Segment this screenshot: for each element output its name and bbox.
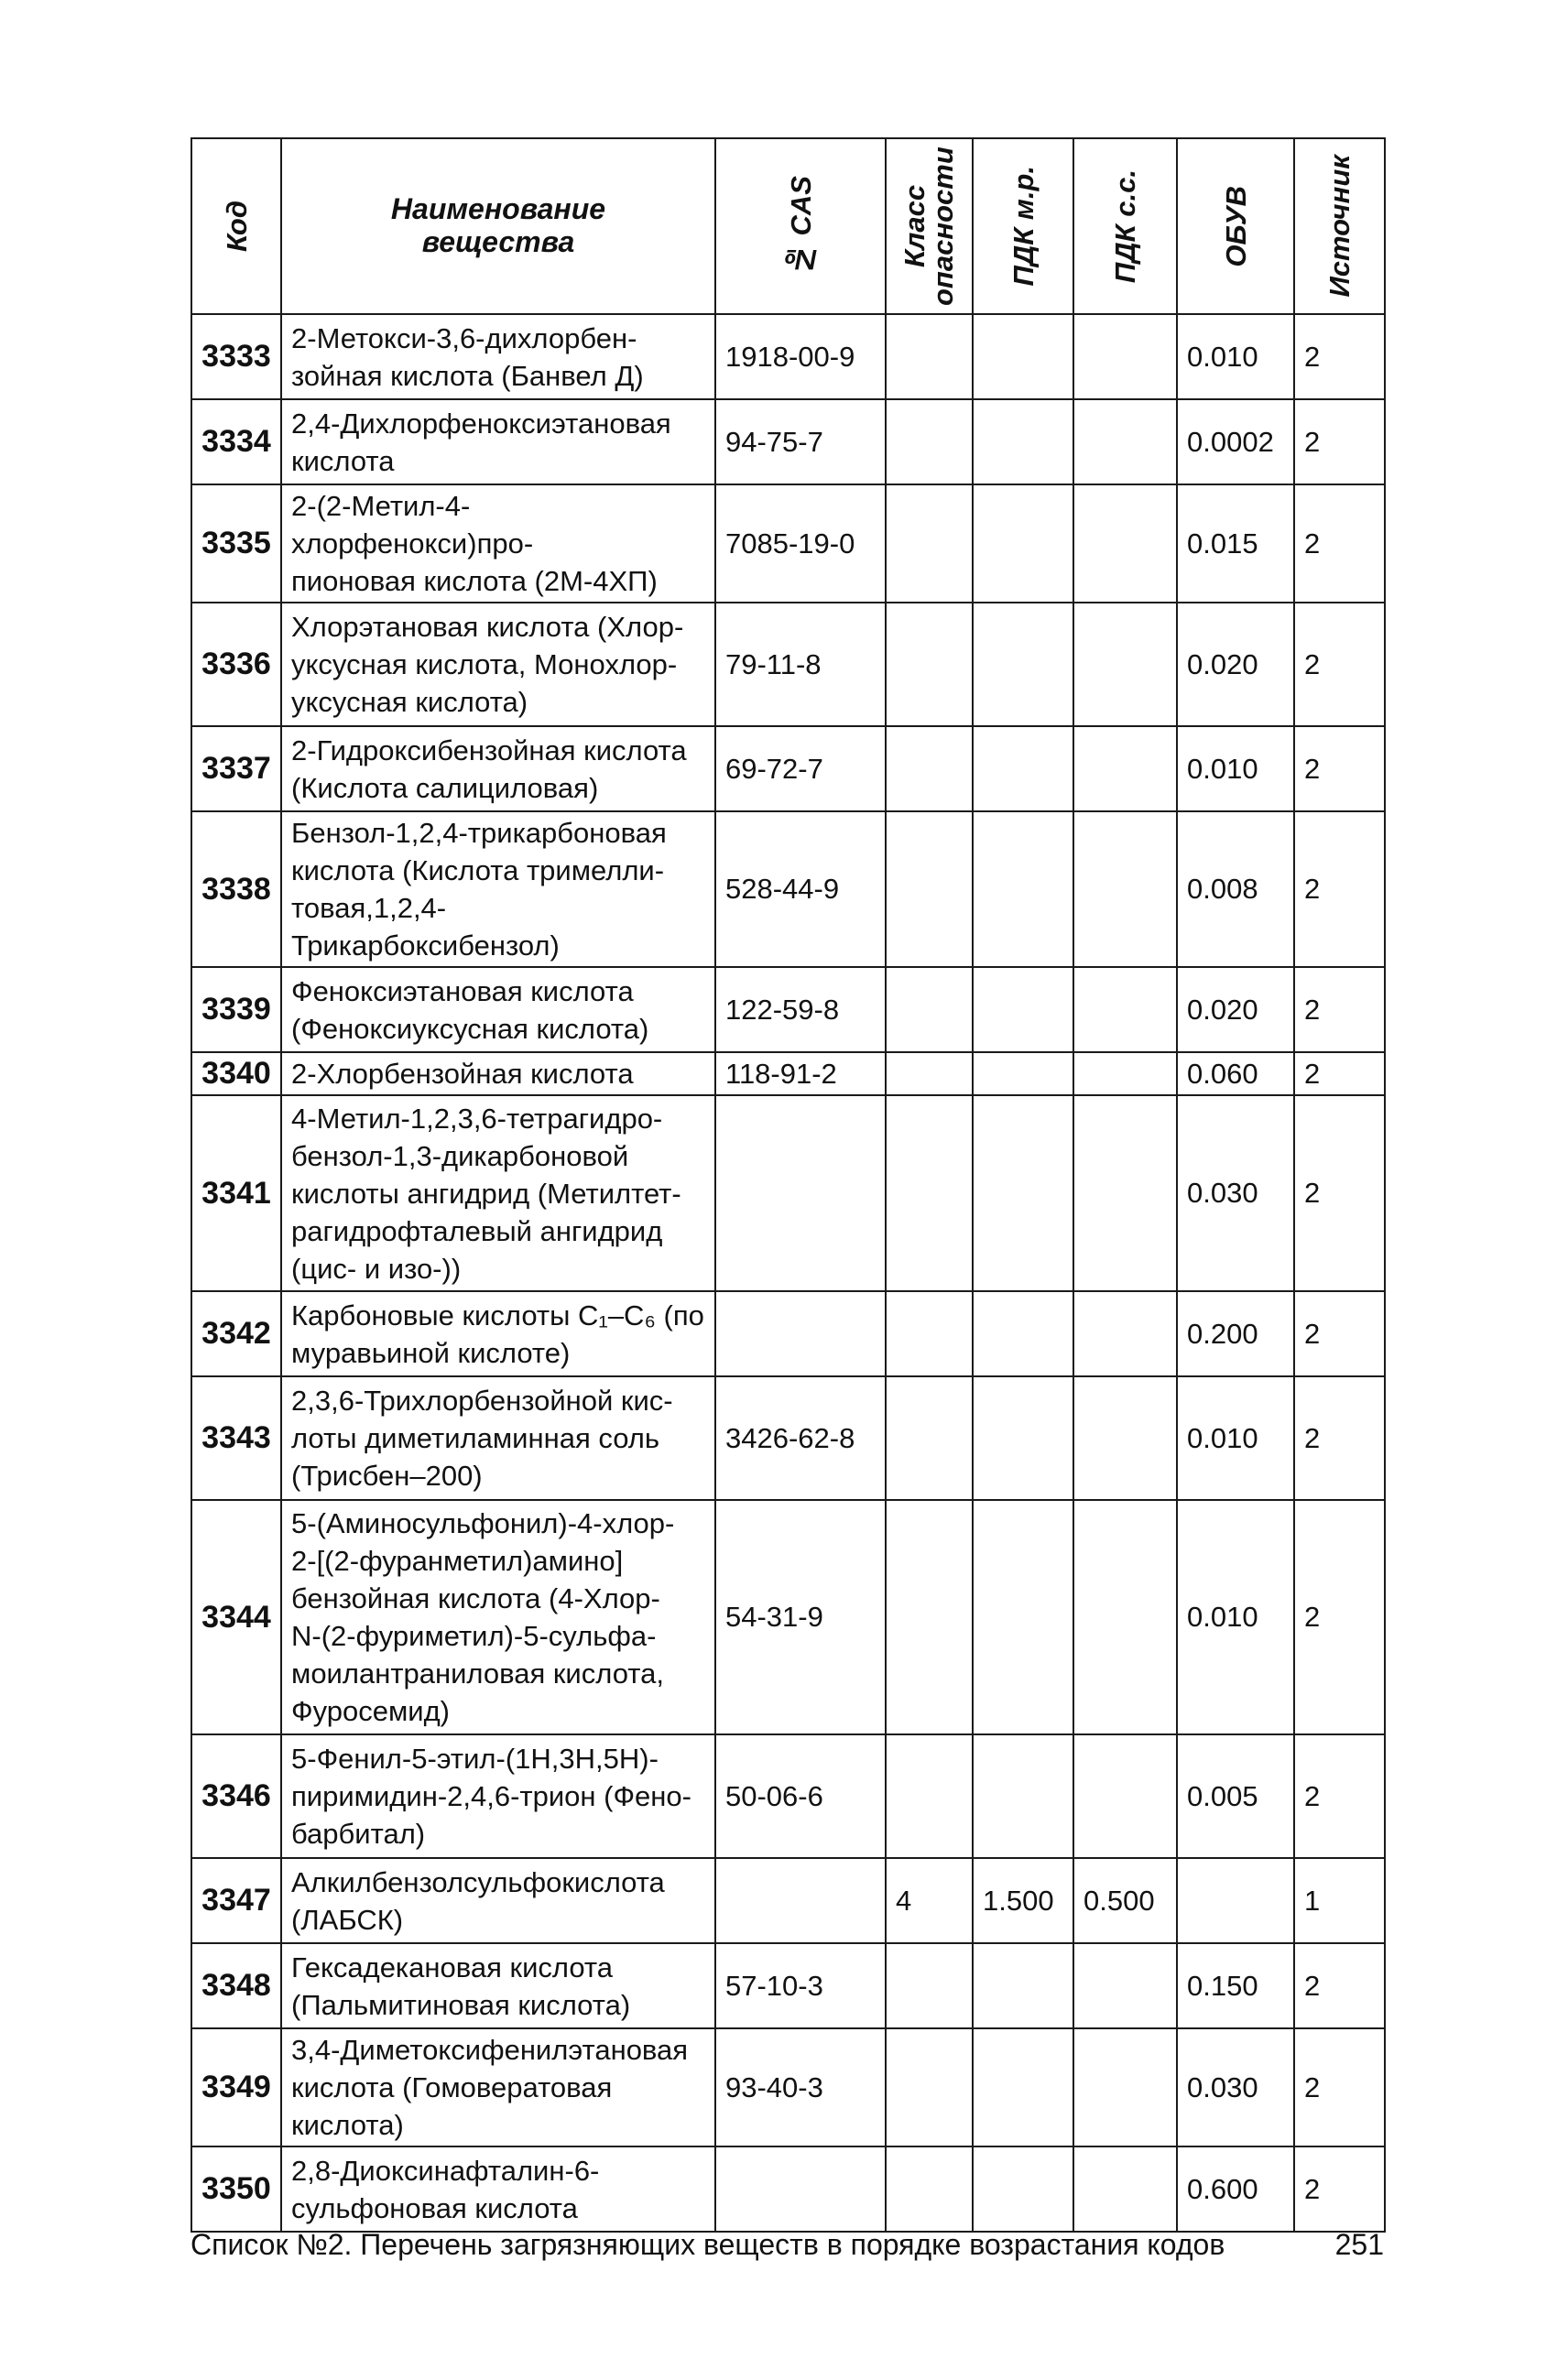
substance-name-line: (ЛАБСК) — [291, 1903, 404, 1936]
page-number: 251 — [1334, 2228, 1384, 2261]
substance-name — [281, 1052, 715, 1095]
source-value: 2 — [1294, 603, 1385, 726]
table-row — [191, 1291, 1385, 1376]
cas-number: 54-31-9 — [715, 1500, 886, 1734]
cas-number: 57-10-3 — [715, 1943, 886, 2028]
cas-number — [715, 2146, 886, 2232]
substance-name-line: 2-[(2-фуранметил)амино] — [291, 1545, 624, 1577]
pdk-mr-value — [973, 967, 1073, 1052]
substance-name-line: (Трисбен–200) — [291, 1460, 483, 1492]
substance-code: 3334 — [191, 399, 281, 484]
obuv-value: 0.020 — [1177, 603, 1294, 726]
header-name: Наименование вещества — [281, 138, 715, 314]
substance-name — [281, 484, 715, 603]
obuv-value: 0.600 — [1177, 2146, 1294, 2232]
pdk-ss-value — [1073, 967, 1177, 1052]
pdk-ss-value — [1073, 811, 1177, 967]
pdk-mr-value — [973, 1376, 1073, 1500]
substance-name-line: кислота — [291, 444, 395, 477]
header-pdk-mr: ПДК м.р. — [973, 138, 1073, 314]
pdk-mr-value — [973, 1291, 1073, 1376]
source-value: 2 — [1294, 1095, 1385, 1291]
substance-name-line: муравьиной кислоте) — [291, 1336, 571, 1369]
pdk-mr-value: 1.500 — [973, 1858, 1073, 1943]
obuv-value: 0.030 — [1177, 1095, 1294, 1291]
substance-code: 3350 — [191, 2146, 281, 2232]
pdk-ss-value — [1073, 1052, 1177, 1095]
hazard-class — [886, 1376, 973, 1500]
substance-name — [281, 1291, 715, 1376]
substance-name-line: 5-Фенил-5-этил-(1H,3H,5H)- — [291, 1743, 659, 1775]
source-value: 2 — [1294, 2028, 1385, 2146]
substance-name-line: моилантраниловая кислота, — [291, 1657, 664, 1690]
pdk-mr-value — [973, 1734, 1073, 1858]
header-hazard-class: Класс опасности — [886, 138, 973, 314]
cas-number: 118-91-2 — [715, 1052, 886, 1095]
substance-name-line: лоты диметиламинная соль — [291, 1422, 660, 1454]
hazard-class — [886, 484, 973, 603]
substance-name-line: кислота (Кислота тримелли- — [291, 854, 665, 886]
substance-name — [281, 1095, 715, 1291]
hazard-class — [886, 811, 973, 967]
substance-name-line: Алкилбензолсульфокислота — [291, 1865, 665, 1898]
hazard-class — [886, 967, 973, 1052]
cas-number — [715, 1291, 886, 1376]
substance-name — [281, 2028, 715, 2146]
cas-number — [715, 1858, 886, 1943]
pdk-mr-value — [973, 726, 1073, 811]
hazard-class — [886, 726, 973, 811]
table-row — [191, 1943, 1385, 2028]
table-row — [191, 1095, 1385, 1291]
substance-name-line: зойная кислота (Банвел Д) — [291, 359, 644, 392]
table-row — [191, 1734, 1385, 1858]
pdk-mr-value — [973, 314, 1073, 399]
table-row — [191, 1500, 1385, 1734]
source-value: 2 — [1294, 314, 1385, 399]
obuv-value: 0.030 — [1177, 2028, 1294, 2146]
substance-name-line: 4-Метил-1,2,3,6-тетрагидро- — [291, 1102, 663, 1135]
obuv-value: 0.010 — [1177, 1500, 1294, 1734]
substance-name — [281, 314, 715, 399]
substance-code: 3343 — [191, 1376, 281, 1500]
pdk-ss-value — [1073, 1291, 1177, 1376]
substance-name-line: 2-Метокси-3,6-дихлорбен- — [291, 321, 637, 354]
source-value: 2 — [1294, 1291, 1385, 1376]
pdk-ss-value — [1073, 1734, 1177, 1858]
substance-name-line: сульфоновая кислота — [291, 2191, 578, 2224]
pdk-ss-value — [1073, 2146, 1177, 2232]
cas-number — [715, 1095, 886, 1291]
cas-number: 122-59-8 — [715, 967, 886, 1052]
substances-table — [191, 137, 1386, 2233]
source-value: 1 — [1294, 1858, 1385, 1943]
substance-name-line: бензойная кислота (4-Хлор- — [291, 1582, 660, 1614]
substance-code: 3348 — [191, 1943, 281, 2028]
hazard-class — [886, 603, 973, 726]
substance-name — [281, 967, 715, 1052]
hazard-class — [886, 314, 973, 399]
substance-name-line: (Кислота салициловая) — [291, 771, 599, 804]
pdk-mr-value — [973, 484, 1073, 603]
cas-number: 1918-00-9 — [715, 314, 886, 399]
substance-name — [281, 726, 715, 811]
substance-name-line: (Феноксиуксусная кислота) — [291, 1012, 649, 1045]
substance-code: 3344 — [191, 1500, 281, 1734]
substance-name-line: Фуросемид) — [291, 1695, 450, 1727]
substance-code: 3341 — [191, 1095, 281, 1291]
table-row — [191, 967, 1385, 1052]
table-row — [191, 314, 1385, 399]
header-cas: № CAS — [715, 138, 886, 314]
pdk-mr-value — [973, 2028, 1073, 2146]
table-row — [191, 811, 1385, 967]
substance-code: 3338 — [191, 811, 281, 967]
substance-name — [281, 1734, 715, 1858]
substance-name-line: Феноксиэтановая кислота — [291, 974, 634, 1007]
source-value: 2 — [1294, 399, 1385, 484]
substance-code: 3335 — [191, 484, 281, 603]
substance-code: 3346 — [191, 1734, 281, 1858]
substance-code: 3337 — [191, 726, 281, 811]
header-code: Код — [191, 138, 281, 314]
source-value: 2 — [1294, 484, 1385, 603]
obuv-value: 0.010 — [1177, 1376, 1294, 1500]
hazard-class — [886, 1500, 973, 1734]
substance-name-line: товая,1,2,4-Трикарбоксибензол) — [291, 892, 560, 962]
pdk-ss-value — [1073, 2028, 1177, 2146]
source-value: 2 — [1294, 1943, 1385, 2028]
substance-name-line: кислота (Гомовератовая кислота) — [291, 2071, 613, 2141]
table-row — [191, 1858, 1385, 1943]
pdk-ss-value — [1073, 399, 1177, 484]
cas-number: 50-06-6 — [715, 1734, 886, 1858]
header-pdk-ss: ПДК с.с. — [1073, 138, 1177, 314]
cas-number: 69-72-7 — [715, 726, 886, 811]
source-value: 2 — [1294, 2146, 1385, 2232]
substance-name-line: 2,8-Диоксинафталин-6- — [291, 2154, 600, 2187]
hazard-class — [886, 1734, 973, 1858]
obuv-value: 0.008 — [1177, 811, 1294, 967]
source-value: 2 — [1294, 1734, 1385, 1858]
source-value: 2 — [1294, 1052, 1385, 1095]
header-obuv: ОБУВ — [1177, 138, 1294, 314]
substance-name — [281, 1858, 715, 1943]
substance-code: 3349 — [191, 2028, 281, 2146]
substance-name-line: пиримидин-2,4,6-трион (Фено- — [291, 1780, 691, 1812]
obuv-value: 0.005 — [1177, 1734, 1294, 1858]
substance-code: 3340 — [191, 1052, 281, 1095]
obuv-value: 0.0002 — [1177, 399, 1294, 484]
table-row — [191, 484, 1385, 603]
substance-name-line: уксусная кислота) — [291, 686, 528, 718]
pdk-mr-value — [973, 1095, 1073, 1291]
cas-number: 93-40-3 — [715, 2028, 886, 2146]
substance-name-line: 2-Хлорбензойная кислота — [291, 1058, 634, 1090]
pdk-ss-value — [1073, 1376, 1177, 1500]
obuv-value: 0.010 — [1177, 314, 1294, 399]
substance-name — [281, 1376, 715, 1500]
pdk-ss-value: 0.500 — [1073, 1858, 1177, 1943]
table-row — [191, 1376, 1385, 1500]
header-row — [191, 138, 1385, 314]
pdk-mr-value — [973, 1943, 1073, 2028]
table-row — [191, 603, 1385, 726]
substance-code: 3342 — [191, 1291, 281, 1376]
substance-name-line: рагидрофталевый ангидрид — [291, 1214, 663, 1247]
substance-name — [281, 399, 715, 484]
substance-name-line: Карбоновые кислоты C₁–C₆ (по — [291, 1299, 704, 1331]
pdk-ss-value — [1073, 1500, 1177, 1734]
hazard-class — [886, 1052, 973, 1095]
pdk-mr-value — [973, 603, 1073, 726]
cas-number: 7085-19-0 — [715, 484, 886, 603]
hazard-class — [886, 399, 973, 484]
pdk-ss-value — [1073, 484, 1177, 603]
pdk-ss-value — [1073, 726, 1177, 811]
substance-code: 3339 — [191, 967, 281, 1052]
substance-name-line: N-(2-фуриметил)-5-сульфа- — [291, 1620, 657, 1652]
substance-name-line: 2-(2-Метил-4-хлорфенокси)про- — [291, 490, 534, 560]
substance-name-line: барбитал) — [291, 1818, 426, 1850]
substance-name-line: Бензол-1,2,4-трикарбоновая — [291, 817, 667, 849]
substance-name-line: 2,3,6-Трихлорбензойной кис- — [291, 1385, 673, 1417]
substance-name — [281, 811, 715, 967]
substance-name — [281, 2146, 715, 2232]
obuv-value: 0.150 — [1177, 1943, 1294, 2028]
substance-name-line: уксусная кислота, Монохлор- — [291, 648, 678, 680]
substance-name-line: Гексадекановая кислота — [291, 1951, 614, 1983]
header-source: Источник — [1294, 138, 1385, 314]
pdk-ss-value — [1073, 314, 1177, 399]
hazard-class: 4 — [886, 1858, 973, 1943]
source-value: 2 — [1294, 967, 1385, 1052]
substance-code: 3347 — [191, 1858, 281, 1943]
substance-name-line: 3,4-Диметоксифенилэтановая — [291, 2034, 689, 2066]
substance-name — [281, 1943, 715, 2028]
substance-code: 3336 — [191, 603, 281, 726]
cas-number: 3426-62-8 — [715, 1376, 886, 1500]
table-row — [191, 726, 1385, 811]
source-value: 2 — [1294, 811, 1385, 967]
substance-name-line: 2-Гидроксибензойная кислота — [291, 734, 687, 766]
pdk-mr-value — [973, 811, 1073, 967]
hazard-class — [886, 2028, 973, 2146]
substance-name-line: кислоты ангидрид (Метилтет- — [291, 1177, 681, 1210]
pdk-mr-value — [973, 2146, 1073, 2232]
obuv-value: 0.020 — [1177, 967, 1294, 1052]
pdk-mr-value — [973, 399, 1073, 484]
table-row — [191, 399, 1385, 484]
substance-name-line: (Пальмитиновая кислота) — [291, 1988, 631, 2021]
table-row — [191, 2028, 1385, 2146]
cas-number: 528-44-9 — [715, 811, 886, 967]
footer-title: Список №2. Перечень загрязняющих веществ в порядке возрастания кодов — [191, 2228, 1225, 2261]
hazard-class — [886, 1291, 973, 1376]
hazard-class — [886, 1095, 973, 1291]
substance-name-line: 5-(Аминосульфонил)-4-хлор- — [291, 1507, 675, 1539]
obuv-value: 0.015 — [1177, 484, 1294, 603]
source-value: 2 — [1294, 1500, 1385, 1734]
substance-name-line: бензол-1,3-дикарбоновой — [291, 1139, 629, 1172]
cas-number: 79-11-8 — [715, 603, 886, 726]
hazard-class — [886, 1943, 973, 2028]
substance-name-line: 2,4-Дихлорфеноксиэтановая — [291, 407, 671, 440]
pdk-ss-value — [1073, 1943, 1177, 2028]
pdk-mr-value — [973, 1052, 1073, 1095]
substance-name-line: пионовая кислота (2М-4ХП) — [291, 565, 658, 597]
pdk-ss-value — [1073, 1095, 1177, 1291]
substance-code: 3333 — [191, 314, 281, 399]
source-value: 2 — [1294, 1376, 1385, 1500]
substance-name-line: Хлорэтановая кислота (Хлор- — [291, 611, 684, 643]
hazard-class — [886, 2146, 973, 2232]
pdk-ss-value — [1073, 603, 1177, 726]
pdk-mr-value — [973, 1500, 1073, 1734]
table-row — [191, 2146, 1385, 2232]
obuv-value: 0.060 — [1177, 1052, 1294, 1095]
obuv-value: 0.010 — [1177, 726, 1294, 811]
obuv-value: 0.200 — [1177, 1291, 1294, 1376]
substance-name — [281, 603, 715, 726]
obuv-value — [1177, 1858, 1294, 1943]
substance-name-line: (цис- и изо-)) — [291, 1252, 462, 1285]
source-value: 2 — [1294, 726, 1385, 811]
substance-name — [281, 1500, 715, 1734]
table-row — [191, 1052, 1385, 1095]
cas-number: 94-75-7 — [715, 399, 886, 484]
